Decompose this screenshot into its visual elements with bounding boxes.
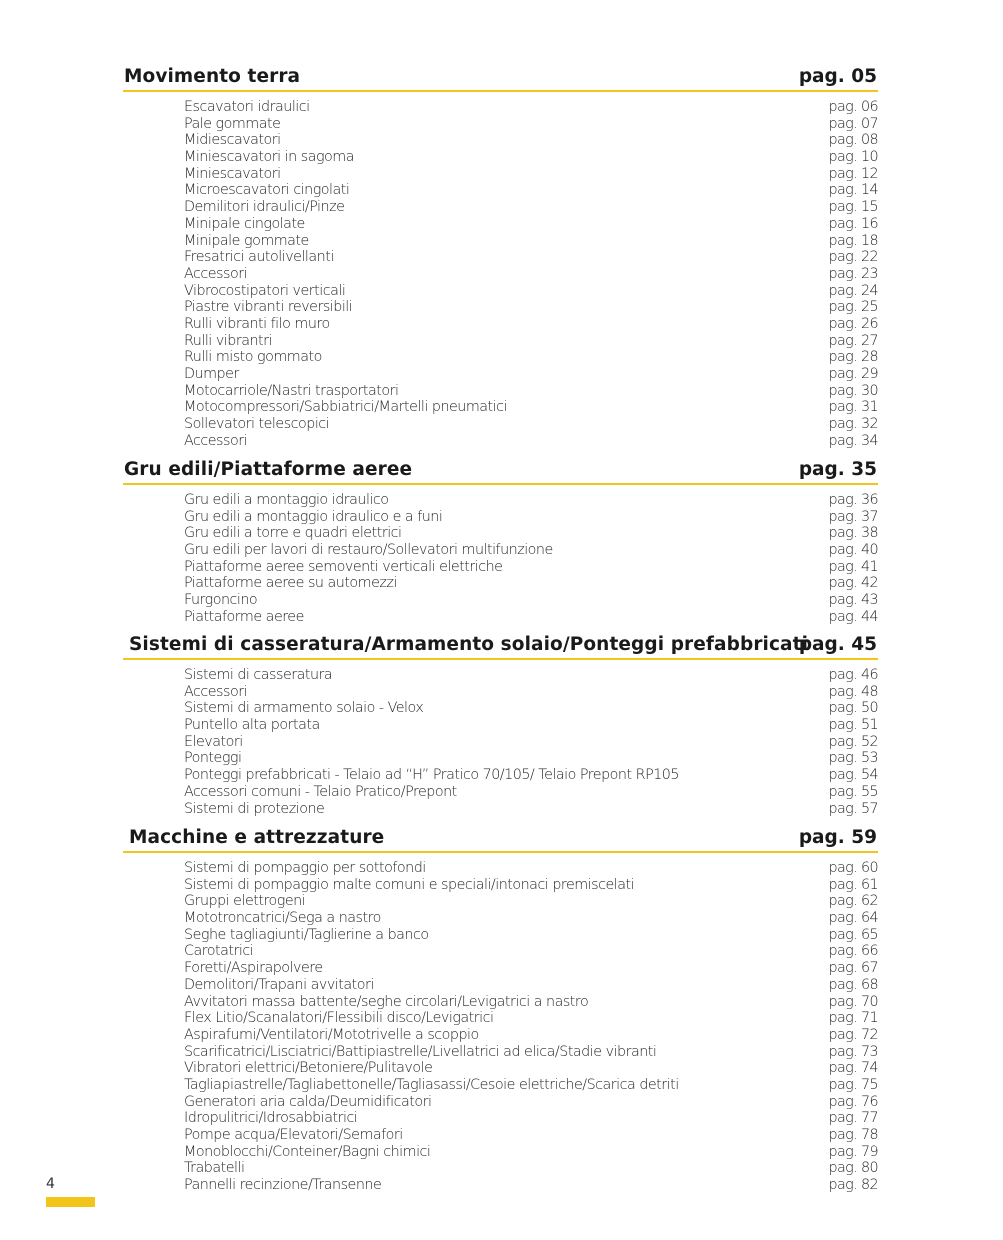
toc-entry-label: Idropulitrici/Idrosabbiatrici (184, 1110, 358, 1127)
toc-entry-label: Gru edili per lavori di restauro/Sollevatori multifunzione (184, 542, 553, 559)
toc-entry-page: pag. 66 (828, 943, 878, 960)
toc-entry-label: Sistemi di pompaggio per sottofondi (184, 860, 426, 876)
toc-entry-label: Gru edili a torre e quadri elettrici (184, 525, 402, 542)
toc-entry-label: Motocompressori/Sabbiatrici/Martelli pneumatici (184, 399, 507, 416)
toc-entry[interactable] (184, 1027, 878, 1044)
toc-entry-label: Accessori comuni - Telaio Pratico/Prepont (184, 783, 457, 800)
toc-entry-page: pag. 24 (828, 282, 878, 299)
toc-entry[interactable] (184, 860, 878, 877)
toc-entry[interactable] (184, 784, 878, 801)
toc-entry-page: pag. 41 (828, 558, 878, 575)
toc-entry[interactable] (184, 116, 878, 133)
section-entries-macchine-attrezzature (184, 860, 878, 1194)
toc-entry-label: Pompe acqua/Elevatori/Semafori (184, 1127, 403, 1143)
section-page: pag. 05 (798, 66, 877, 87)
toc-entry[interactable] (184, 99, 878, 116)
page-number: 4 (46, 1176, 55, 1192)
toc-entry[interactable] (184, 383, 878, 400)
toc-entry[interactable] (184, 233, 878, 250)
toc-entry-page: pag. 74 (828, 1060, 878, 1077)
toc-entry[interactable] (184, 1077, 878, 1094)
toc-entry[interactable] (184, 132, 878, 149)
toc-entry-page: pag. 18 (828, 232, 878, 249)
toc-entry-label: Motocarriole/Nastri trasportatori (184, 382, 399, 399)
toc-entry-label: Monoblocchi/Conteiner/Bagni chimici (184, 1143, 431, 1160)
toc-entry-label: Microescavatori cingolati (184, 182, 350, 199)
toc-entry-page: pag. 68 (828, 976, 878, 993)
toc-entry-page: pag. 77 (828, 1110, 878, 1127)
toc-entry-page: pag. 53 (828, 750, 878, 767)
toc-entry-label: Generatori aria calda/Deumidificatori (184, 1093, 432, 1110)
toc-entry[interactable] (184, 316, 878, 333)
toc-entry[interactable] (184, 182, 878, 199)
section-entries-sistemi-casseratura (184, 667, 878, 817)
toc-entry-page: pag. 38 (828, 525, 878, 542)
toc-entry[interactable] (184, 575, 878, 592)
toc-entry-label: Piattaforme aeree (184, 608, 304, 625)
toc-entry-page: pag. 31 (828, 399, 878, 416)
toc-entry[interactable] (184, 1110, 878, 1127)
toc-entry[interactable] (184, 609, 878, 626)
toc-entry-page: pag. 26 (828, 315, 878, 332)
section-header-macchine-attrezzature (123, 827, 878, 853)
toc-entry[interactable] (184, 416, 878, 433)
toc-entry-page: pag. 65 (828, 926, 878, 943)
toc-entry-label: Piattaforme aeree su automezzi (184, 575, 397, 592)
section-title: Movimento terra (124, 66, 301, 87)
toc-entry-label: Vibratori elettrici/Betoniere/Pulitavole (184, 1060, 433, 1077)
toc-entry-page: pag. 73 (828, 1043, 878, 1060)
toc-entry-label: Ponteggi prefabbricati - Telaio ad “H” Pratico 70/105/ Telaio Prepont RP105 (184, 767, 679, 784)
toc-entry[interactable] (184, 700, 878, 717)
toc-entry[interactable] (184, 366, 878, 383)
toc-entry-label: Escavatori idraulici (184, 99, 310, 115)
section-title: Sistemi di casseratura/Armamento solaio/Ponteggi prefabbricati (129, 634, 809, 655)
page-number-accent-bar (46, 1197, 95, 1207)
toc-entry-page: pag. 08 (828, 132, 878, 149)
toc-entry-label: Tagliapiastrelle/Tagliabettonelle/Tagliasassi/Cesoie elettriche/Scarica detriti (184, 1076, 679, 1093)
toc-entry-label: Miniescavatori in sagoma (184, 149, 354, 166)
toc-entry[interactable] (184, 910, 878, 927)
toc-entry-label: Gruppi elettrogeni (184, 893, 306, 910)
toc-entry-page: pag. 62 (828, 893, 878, 910)
toc-entry[interactable] (184, 927, 878, 944)
toc-entry[interactable] (184, 149, 878, 166)
toc-entry[interactable] (184, 166, 878, 183)
toc-entry-label: Avvitatori massa battente/seghe circolari/Levigatrici a nastro (184, 993, 589, 1010)
toc-entry-page: pag. 64 (828, 910, 878, 927)
toc-entry-label: Rulli misto gommato (184, 349, 322, 366)
toc-entry-label: Pale gommate (184, 115, 281, 132)
toc-entry-label: Piattaforme aeree semoventi verticali elettriche (184, 558, 503, 575)
toc-entry-label: Miniescavatori (184, 165, 281, 182)
toc-entry-label: Minipale gommate (184, 232, 309, 249)
toc-entry-label: Pannelli recinzione/Transenne (184, 1177, 382, 1194)
toc-entry[interactable] (184, 349, 878, 366)
toc-entry-page: pag. 23 (828, 265, 878, 282)
toc-entry-page: pag. 72 (828, 1026, 878, 1043)
toc-entry-page: pag. 60 (828, 860, 878, 876)
toc-entry[interactable] (184, 1177, 878, 1194)
toc-entry-page: pag. 25 (828, 299, 878, 316)
toc-entry-page: pag. 79 (828, 1143, 878, 1160)
toc-entry-page: pag. 78 (828, 1127, 878, 1143)
toc-entry-label: Midiescavatori (184, 132, 281, 149)
toc-entry-page: pag. 44 (828, 608, 878, 625)
toc-entry-label: Sistemi di armamento solaio - Velox (184, 700, 424, 717)
toc-entry[interactable] (184, 216, 878, 233)
section-page: pag. 35 (798, 459, 877, 480)
toc-entry-label: Demolitori/Trapani avvitatori (184, 976, 374, 993)
section-title: Macchine e attrezzature (129, 827, 385, 848)
toc-entry-page: pag. 27 (828, 332, 878, 349)
toc-entry-page: pag. 37 (828, 508, 878, 525)
toc-entry[interactable] (184, 592, 878, 609)
toc-entry-page: pag. 67 (828, 960, 878, 977)
toc-entry-page: pag. 07 (828, 115, 878, 132)
toc-entry[interactable] (184, 509, 878, 526)
toc-entry[interactable] (184, 249, 878, 266)
toc-entry-page: pag. 54 (828, 767, 878, 784)
toc-entry-page: pag. 32 (828, 416, 878, 433)
section-title: Gru edili/Piattaforme aeree (124, 459, 413, 480)
toc-entry-label: Aspirafumi/Ventilatori/Mototrivelle a scoppio (184, 1026, 479, 1043)
section-header-gru-edili (123, 459, 878, 485)
toc-entry-page: pag. 48 (828, 683, 878, 700)
toc-entry-label: Fresatrici autolivellanti (184, 249, 334, 266)
toc-entry-page: pag. 71 (828, 1010, 878, 1027)
toc-entry[interactable] (184, 199, 878, 216)
toc-entry-label: Sistemi di casseratura (184, 667, 333, 683)
toc-entry-page: pag. 82 (828, 1177, 878, 1194)
toc-entry[interactable] (184, 1060, 878, 1077)
toc-entry-page: pag. 43 (828, 592, 878, 609)
toc-entry[interactable] (184, 877, 878, 894)
toc-entry[interactable] (184, 492, 878, 509)
toc-entry-page: pag. 30 (828, 382, 878, 399)
toc-entry-label: Accessori (184, 432, 248, 449)
toc-entry-label: Mototroncatrici/Sega a nastro (184, 910, 381, 927)
toc-entry-label: Puntello alta portata (184, 717, 320, 734)
toc-entry-page: pag. 10 (828, 149, 878, 166)
toc-entry-label: Piastre vibranti reversibili (184, 299, 353, 316)
toc-entry[interactable] (184, 960, 878, 977)
toc-entry-label: Trabatelli (184, 1160, 245, 1177)
toc-entry-page: pag. 76 (828, 1093, 878, 1110)
toc-entry-page: pag. 29 (828, 366, 878, 382)
toc-entry-page: pag. 14 (828, 182, 878, 199)
toc-entry[interactable] (184, 1010, 878, 1027)
toc-entry-page: pag. 06 (828, 99, 878, 115)
toc-entry-page: pag. 12 (828, 165, 878, 182)
toc-entry-label: Accessori (184, 265, 248, 282)
section-page: pag. 45 (798, 634, 877, 655)
section-page: pag. 59 (798, 827, 877, 848)
toc-entry-label: Furgoncino (184, 592, 258, 609)
toc-entry-page: pag. 52 (828, 733, 878, 750)
toc-entry[interactable] (184, 994, 878, 1011)
toc-entry[interactable] (184, 1127, 878, 1144)
toc-entry-page: pag. 15 (828, 199, 878, 216)
toc-entry-page: pag. 28 (828, 349, 878, 366)
toc-entry-page: pag. 80 (828, 1160, 878, 1177)
section-header-sistemi-casseratura (123, 634, 878, 660)
toc-entry-label: Gru edili a montaggio idraulico e a funi (184, 508, 443, 525)
toc-entry-page: pag. 51 (828, 717, 878, 734)
toc-entry-page: pag. 57 (828, 800, 878, 817)
toc-entry-label: Demilitori idraulici/Pinze (184, 199, 345, 216)
toc-entry-page: pag. 55 (828, 783, 878, 800)
toc-entry[interactable] (184, 1044, 878, 1061)
section-entries-gru-edili (184, 492, 878, 626)
toc-entry-label: Minipale cingolate (184, 215, 305, 232)
toc-entry[interactable] (184, 333, 878, 350)
toc-entry-label: Elevatori (184, 733, 243, 750)
toc-entry[interactable] (184, 525, 878, 542)
toc-entry[interactable] (184, 283, 878, 300)
toc-entry-page: pag. 16 (828, 215, 878, 232)
toc-entry[interactable] (184, 1160, 878, 1177)
toc-entry[interactable] (184, 667, 878, 684)
toc-entry[interactable] (184, 977, 878, 994)
toc-entry-page: pag. 40 (828, 542, 878, 559)
toc-entry-page: pag. 75 (828, 1076, 878, 1093)
toc-entry-label: Sistemi di pompaggio malte comuni e speciali/intonaci premiscelati (184, 876, 635, 893)
toc-entry[interactable] (184, 734, 878, 751)
toc-entry-label: Foretti/Aspirapolvere (184, 960, 323, 977)
toc-entry-label: Dumper (184, 366, 239, 382)
toc-entry[interactable] (184, 559, 878, 576)
toc-entry[interactable] (184, 717, 878, 734)
toc-entry[interactable] (184, 1144, 878, 1161)
toc-entry[interactable] (184, 542, 878, 559)
toc-entry[interactable] (184, 266, 878, 283)
toc-entry-label: Ponteggi (184, 750, 242, 767)
toc-entry[interactable] (184, 299, 878, 316)
toc-entry-label: Scarificatrici/Lisciatrici/Battipiastrelle/Livellatrici ad elica/Stadie vibranti (184, 1043, 657, 1060)
toc-entry-label: Rulli vibranti filo muro (184, 315, 330, 332)
toc-entry-page: pag. 22 (828, 249, 878, 266)
toc-entry[interactable] (184, 684, 878, 701)
toc-entry-label: Gru edili a montaggio idraulico (184, 492, 389, 508)
toc-entry-label: Vibrocostipatori verticali (184, 282, 346, 299)
toc-entry-label: Carotatrici (184, 943, 254, 960)
toc-entry-label: Flex Litio/Scanalatori/Flessibili disco/Levigatrici (184, 1010, 494, 1027)
toc-entry[interactable] (184, 1094, 878, 1111)
toc-entry-label: Accessori (184, 683, 248, 700)
toc-entry-page: pag. 50 (828, 700, 878, 717)
section-entries-movimento-terra (184, 99, 878, 449)
toc-entry[interactable] (184, 750, 878, 767)
toc-entry[interactable] (184, 399, 878, 416)
toc-entry-page: pag. 70 (828, 993, 878, 1010)
toc-entry-page: pag. 46 (828, 667, 878, 683)
toc-entry-page: pag. 61 (828, 876, 878, 893)
section-header-movimento-terra (123, 66, 878, 92)
toc-entry[interactable] (184, 767, 878, 784)
toc-entry-page: pag. 42 (828, 575, 878, 592)
toc-entry[interactable] (184, 801, 878, 818)
toc-entry-label: Seghe tagliagiunti/Taglierine a banco (184, 926, 429, 943)
toc-entry-page: pag. 36 (828, 492, 878, 508)
toc-entry[interactable] (184, 433, 878, 450)
toc-entry-label: Sistemi di protezione (184, 800, 325, 817)
toc-entry-page: pag. 34 (828, 432, 878, 449)
toc-entry-label: Rulli vibrantri (184, 332, 272, 349)
toc-entry[interactable] (184, 943, 878, 960)
toc-entry[interactable] (184, 893, 878, 910)
toc-entry-label: Sollevatori telescopici (184, 416, 330, 433)
